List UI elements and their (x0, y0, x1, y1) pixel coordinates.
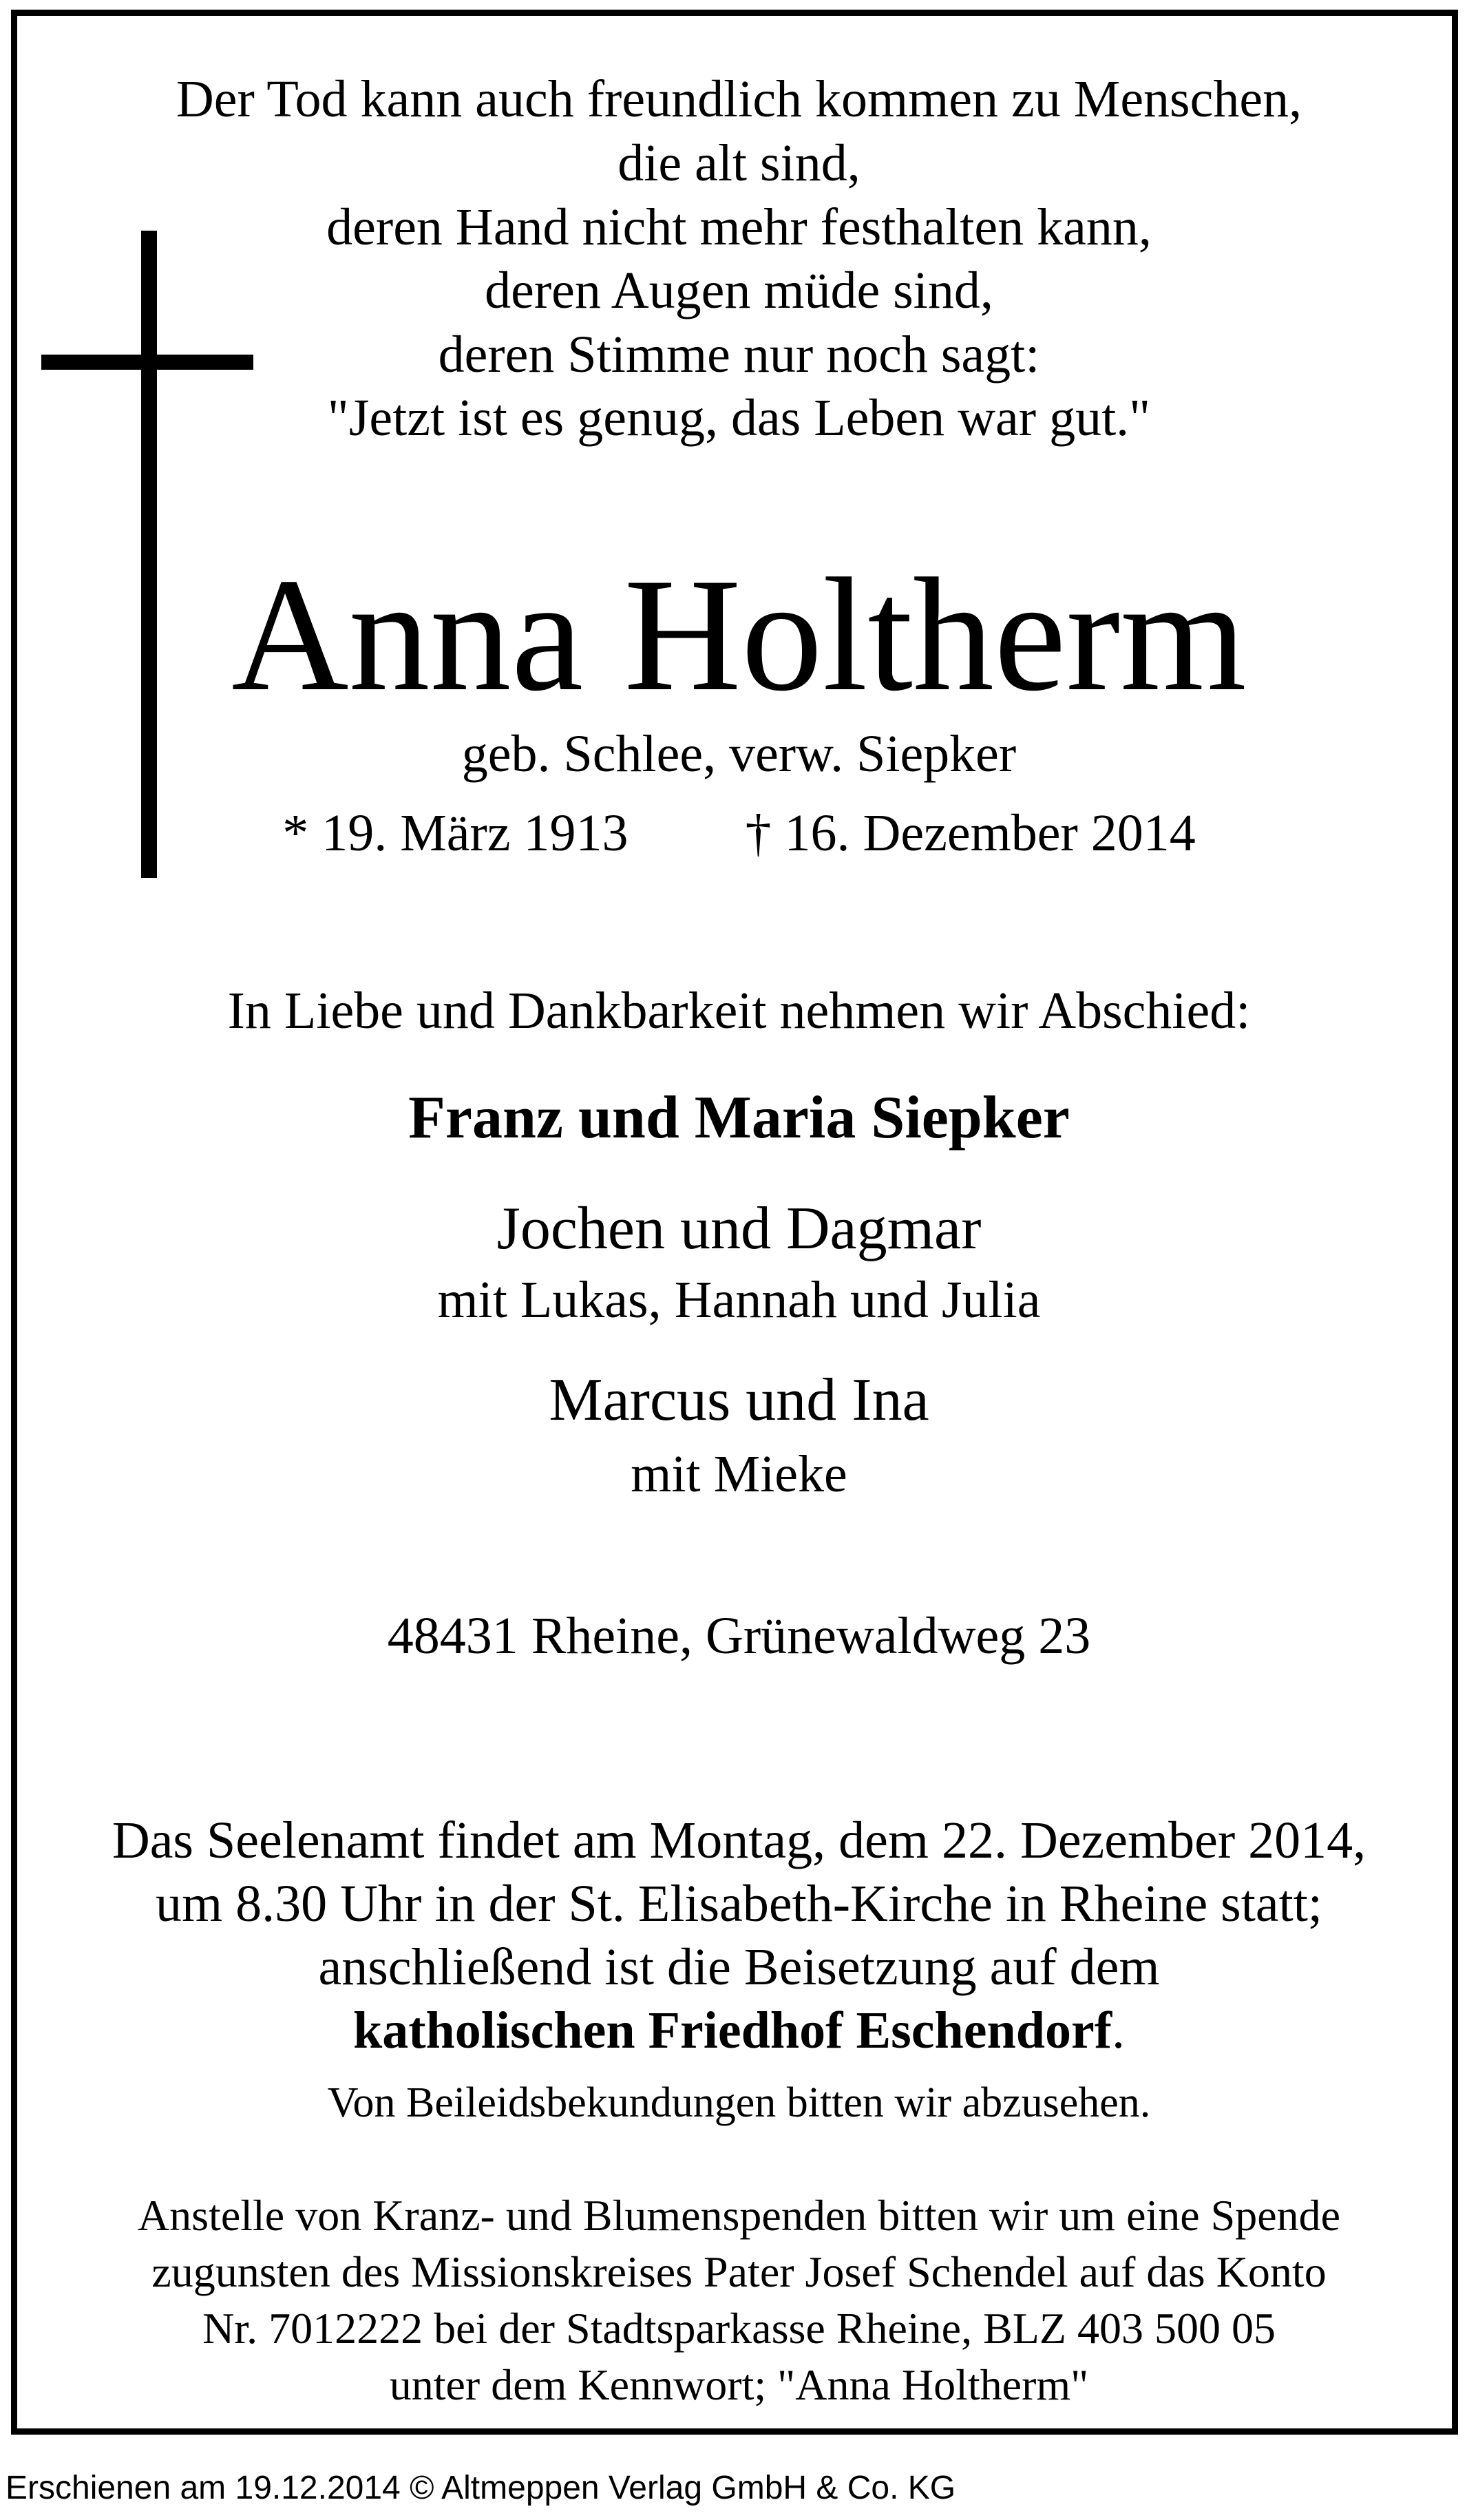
poem-line: die alt sind, (617, 134, 861, 192)
donation-line: zugunsten des Missionskreises Pater Josef Schendel auf das Konto (151, 2247, 1327, 2296)
death-date: † 16. Dezember 2014 (745, 804, 1196, 862)
mourner-group-children: mit Lukas, Hannah und Julia (437, 1271, 1041, 1329)
deceased-name: Anna Holtherm (231, 545, 1247, 725)
poem-line: deren Augen müde sind, (485, 262, 993, 319)
farewell-intro: In Liebe und Dankbarkeit nehmen wir Abschied: (227, 982, 1251, 1040)
birth-date: * 19. März 1913 (282, 804, 629, 862)
donation-line: Nr. 7012222 bei der Stadtsparkasse Rheine, BLZ 403 500 05 (202, 2304, 1276, 2353)
deceased-birth-names: geb. Schlee, verw. Siepker (461, 725, 1017, 783)
life-dates (0, 804, 1478, 862)
primary-mourners: Franz und Maria Siepker (408, 1084, 1070, 1151)
donation-line: unter dem Kennwort; "Anna Holtherm" (389, 2360, 1089, 2409)
cemetery-name: katholischen Friedhof Eschendorf (352, 2002, 1112, 2059)
service-line: Das Seelenamt findet am Montag, dem 22. Dezember 2014, (112, 1812, 1366, 1869)
mourner-group-names: Jochen und Dagmar (496, 1195, 982, 1262)
publication-footer: Erschienen am 19.12.2014 © Altmeppen Verlag GmbH & Co. KG (6, 2470, 956, 2506)
donation-line: Anstelle von Kranz- und Blumenspenden bitten wir um eine Spende (137, 2191, 1341, 2240)
service-line: anschließend ist die Beisetzung auf dem (318, 1938, 1160, 1996)
cemetery-punctuation: . (1112, 2002, 1126, 2059)
poem-line: deren Hand nicht mehr festhalten kann, (326, 198, 1152, 256)
mourner-group-children: mit Mieke (631, 1445, 847, 1503)
family-address: 48431 Rheine, Grünewaldweg 23 (387, 1607, 1091, 1665)
mourner-group-names: Marcus und Ina (549, 1367, 929, 1434)
service-cemetery-line (0, 2004, 1478, 2057)
poem-line: deren Stimme nur noch sagt: (438, 326, 1040, 384)
poem-line: "Jetzt ist es genug, das Leben war gut." (327, 389, 1151, 447)
service-line: um 8.30 Uhr in der St. Elisabeth-Kirche in Rheine statt; (156, 1875, 1322, 1933)
poem-line: Der Tod kann auch freundlich kommen zu Menschen, (176, 70, 1302, 128)
condolence-note: Von Beileidsbekundungen bitten wir abzusehen. (327, 2079, 1151, 2126)
